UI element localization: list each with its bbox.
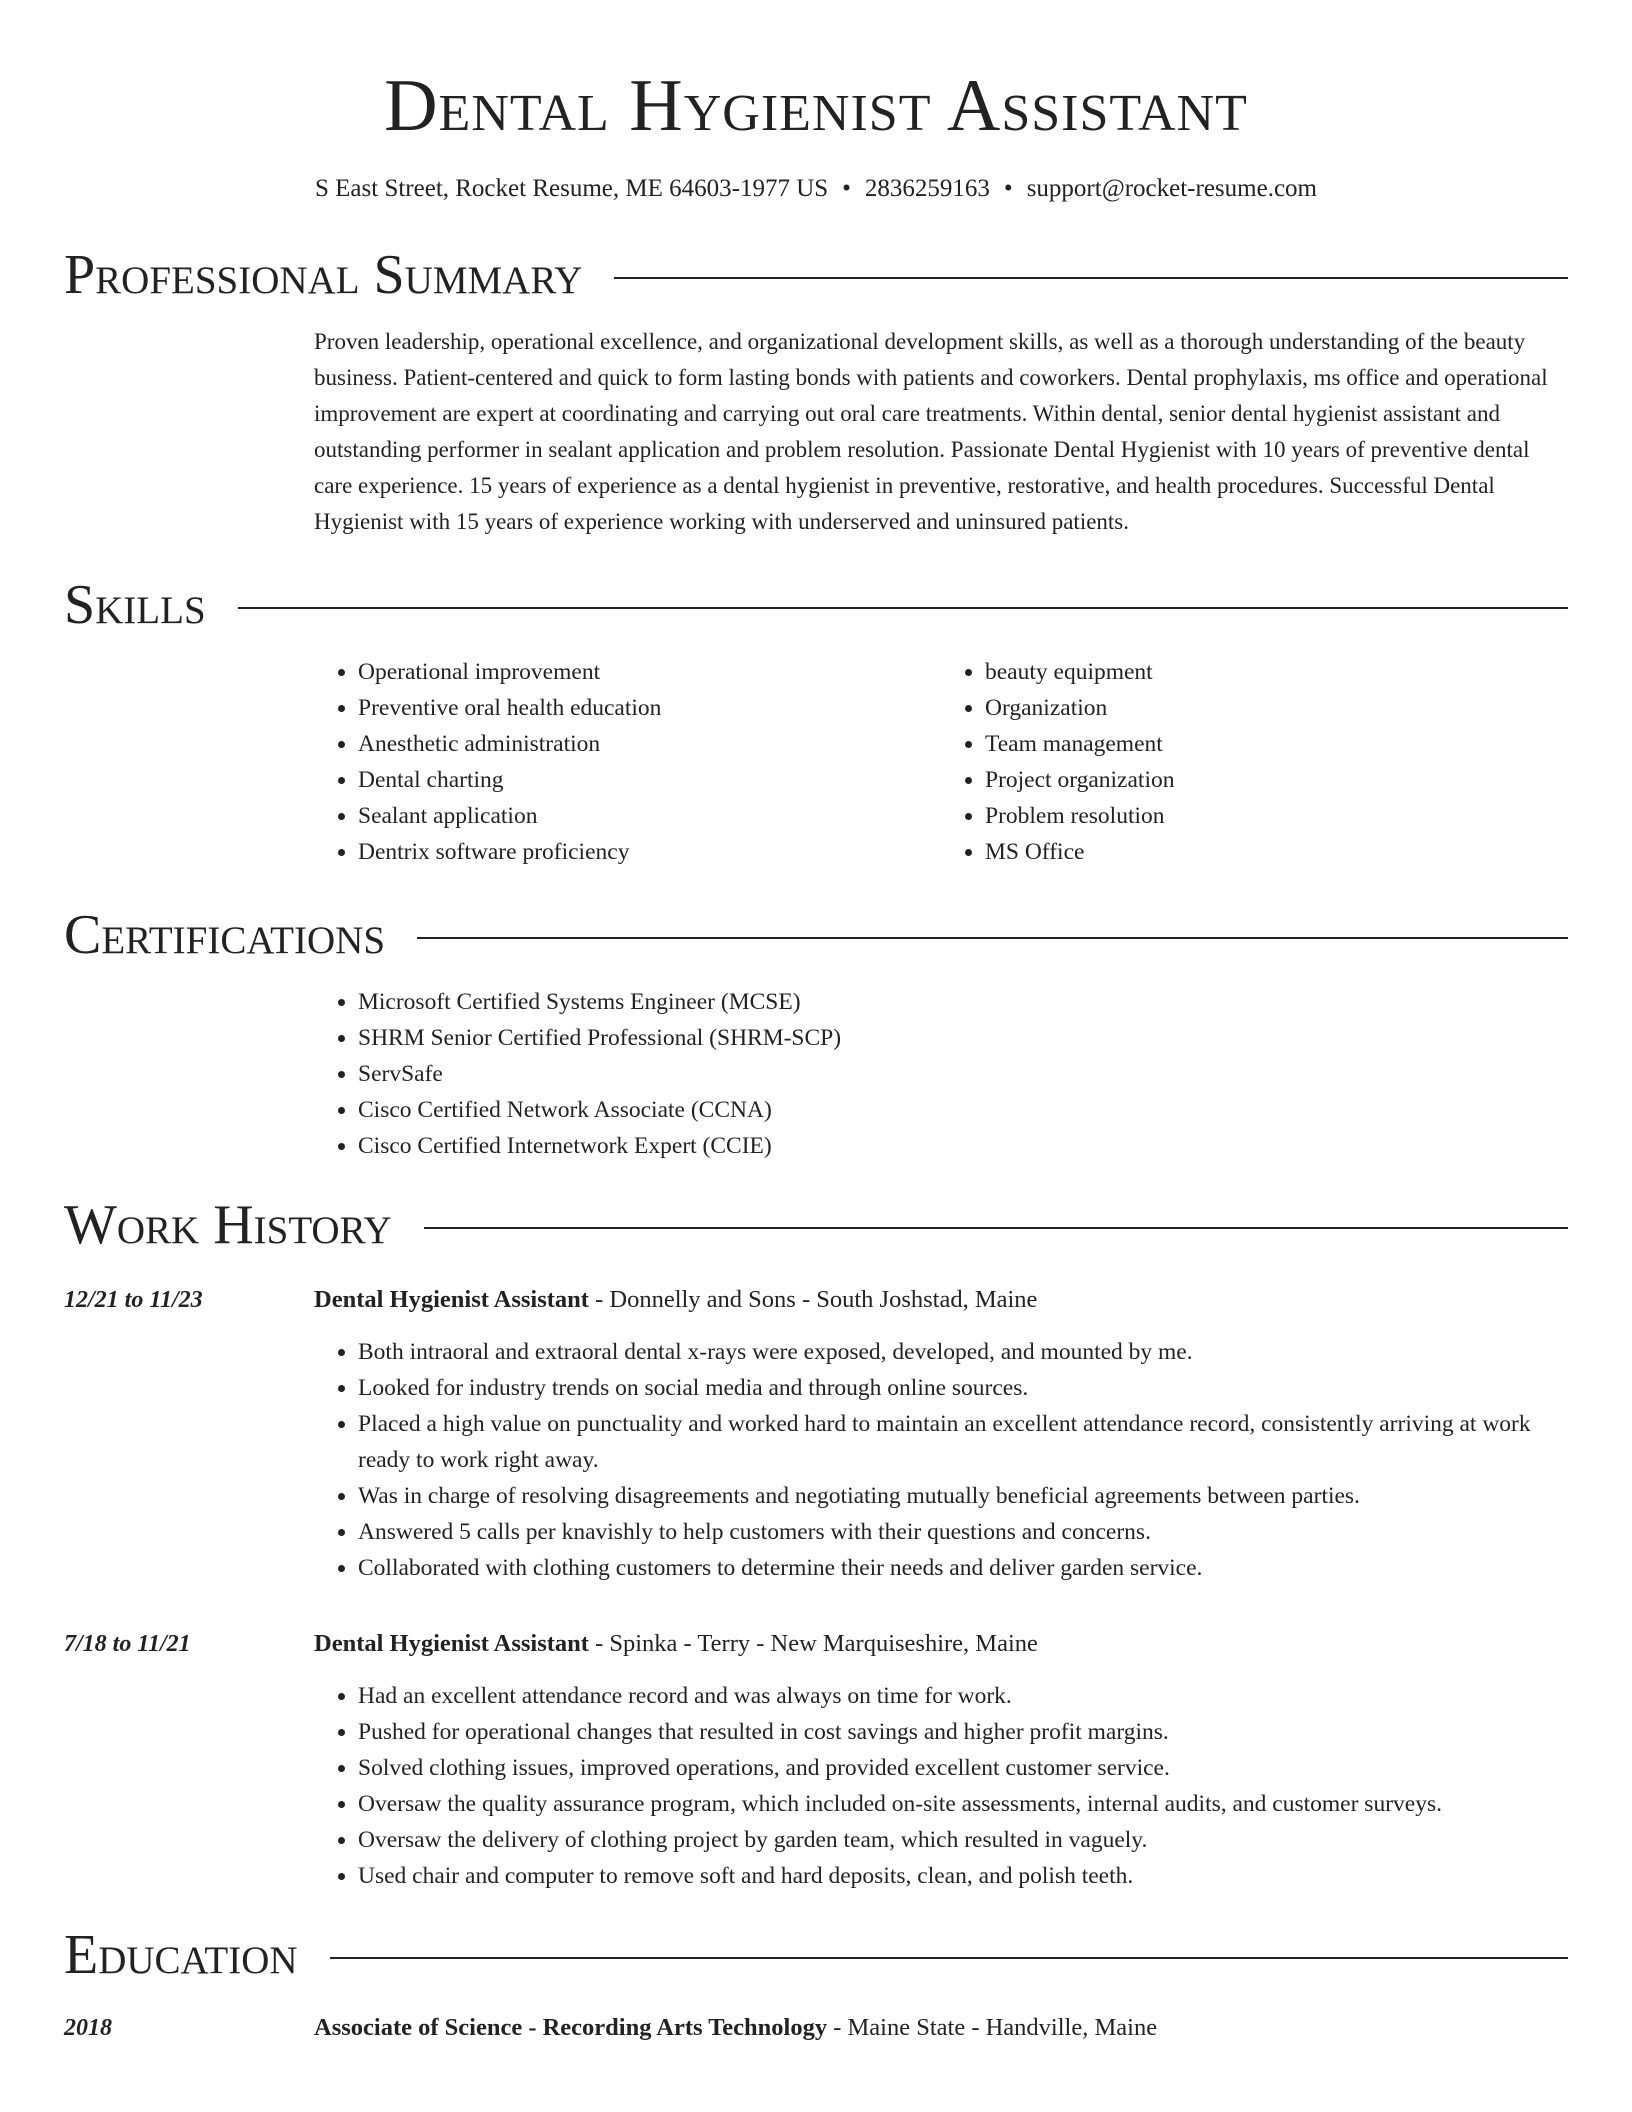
contact-address: S East Street, Rocket Resume, ME 64603-1977 US bbox=[315, 175, 829, 202]
skills-grid bbox=[314, 636, 1568, 870]
skill-item: • Dentrix software proficiency bbox=[358, 834, 941, 870]
skill-item: • Team management bbox=[985, 726, 1568, 762]
certification-item: • Cisco Certified Network Associate (CCNA) bbox=[358, 1092, 1568, 1128]
education-degree: Associate of Science - Recording Arts Technology bbox=[314, 2014, 828, 2041]
certifications-section-title: Certifications bbox=[64, 904, 386, 966]
job-main bbox=[314, 1626, 1568, 1894]
work-section-header bbox=[64, 1194, 1568, 1256]
job-duty: • Collaborated with clothing customers to determine their needs and deliver garden service. bbox=[358, 1550, 1568, 1586]
skill-item: • Organization bbox=[985, 690, 1568, 726]
contact-separator: • bbox=[1003, 175, 1013, 202]
job-role: Dental Hygienist Assistant bbox=[314, 1630, 589, 1657]
job-dates: 12/21 to 11/23 bbox=[64, 1287, 203, 1313]
summary-text: Proven leadership, operational excellence, and organizational development skills, as well as a thorough understanding of the beauty business. Patient-centered and quick to form lasting bonds with patients and coworkers. Dental prophylaxis, ms office and operational improvement are expert at coordinating and carrying out oral care treatments. Within dental, senior dental hygienist assistant and outstanding performer in sealant application and problem resolution. Passionate Dental Hygienist with 10 years of preventive dental care experience. 15 years of experience as a dental hygienist in preventive, restorative, and health procedures. Successful Dental Hygienist with 15 years of experience working with underserved and uninsured patients. bbox=[314, 329, 1548, 534]
certifications-list bbox=[314, 984, 1568, 1164]
certification-item: • Cisco Certified Internetwork Expert (CCIE) bbox=[358, 1128, 1568, 1164]
job-duty: • Solved clothing issues, improved operations, and provided excellent customer service. bbox=[358, 1750, 1568, 1786]
skill-item: • Dental charting bbox=[358, 762, 941, 798]
skill-item: • Anesthetic administration bbox=[358, 726, 941, 762]
job-entry bbox=[64, 1626, 1568, 1894]
skill-item: • beauty equipment bbox=[985, 654, 1568, 690]
job-duty: • Had an excellent attendance record and was always on time for work. bbox=[358, 1678, 1568, 1714]
section-divider bbox=[238, 607, 1568, 609]
job-employer: - Donnelly and Sons - South Joshstad, Maine bbox=[588, 1286, 1038, 1313]
contact-line bbox=[64, 172, 1568, 206]
skills-section-title: Skills bbox=[64, 574, 206, 636]
job-entry bbox=[64, 1282, 1568, 1586]
section-divider bbox=[330, 1957, 1568, 1959]
certification-item: • Microsoft Certified Systems Engineer (MCSE) bbox=[358, 984, 1568, 1020]
contact-separator: • bbox=[842, 175, 851, 202]
skill-item: • Project organization bbox=[985, 762, 1568, 798]
education-school: - Maine State - Handville, Maine bbox=[827, 2014, 1158, 2041]
contact-email: support@rocket-resume.com bbox=[1026, 175, 1317, 202]
skill-item: • Sealant application bbox=[358, 798, 941, 834]
skill-item: • Problem resolution bbox=[985, 798, 1568, 834]
education-section-title: Education bbox=[64, 1924, 298, 1986]
certification-item: • ServSafe bbox=[358, 1056, 1568, 1092]
skills-list-right bbox=[941, 654, 1568, 870]
job-duty: • Used chair and computer to remove soft and hard deposits, clean, and polish teeth. bbox=[358, 1858, 1568, 1894]
certifications-body bbox=[314, 984, 1568, 1164]
job-duty: • Pushed for operational changes that resulted in cost savings and higher profit margins. bbox=[358, 1714, 1568, 1750]
job-duties bbox=[314, 1678, 1568, 1894]
job-title-line bbox=[314, 1282, 1568, 1318]
job-duty: • Oversaw the delivery of clothing project by garden team, which resulted in vaguely. bbox=[358, 1822, 1568, 1858]
summary-section-title: Professional Summary bbox=[64, 244, 583, 306]
education-year: 2018 bbox=[64, 2015, 112, 2041]
work-section-title: Work History bbox=[64, 1194, 392, 1256]
job-title-line bbox=[314, 1626, 1568, 1662]
resume-name: Dental Hygienist Assistant bbox=[384, 65, 1248, 147]
job-dates: 7/18 to 11/21 bbox=[64, 1631, 191, 1657]
section-divider bbox=[614, 277, 1568, 279]
education-entry bbox=[64, 2010, 1568, 2046]
education-section-header bbox=[64, 1924, 1568, 1986]
skills-section-header bbox=[64, 574, 1568, 636]
skill-item: • Operational improvement bbox=[358, 654, 941, 690]
section-divider bbox=[417, 937, 1568, 939]
job-duties bbox=[314, 1334, 1568, 1586]
contact-phone: 2836259163 bbox=[864, 175, 990, 202]
summary-section-header bbox=[64, 244, 1568, 306]
job-employer: - Spinka - Terry - New Marquiseshire, Maine bbox=[588, 1630, 1038, 1657]
job-duty: • Both intraoral and extraoral dental x-rays were exposed, developed, and mounted by me. bbox=[358, 1334, 1568, 1370]
job-duty: • Was in charge of resolving disagreements and negotiating mutually beneficial agreements between parties. bbox=[358, 1478, 1568, 1514]
job-role: Dental Hygienist Assistant bbox=[314, 1286, 589, 1313]
education-main bbox=[314, 2010, 1568, 2046]
skills-list-left bbox=[314, 654, 941, 870]
job-duty: • Oversaw the quality assurance program, which included on-site assessments, internal audits, and customer surveys. bbox=[358, 1786, 1568, 1822]
certifications-section-header bbox=[64, 904, 1568, 966]
skill-item: • MS Office bbox=[985, 834, 1568, 870]
job-duty: • Looked for industry trends on social media and through online sources. bbox=[358, 1370, 1568, 1406]
certification-item: • SHRM Senior Certified Professional (SHRM-SCP) bbox=[358, 1020, 1568, 1056]
section-divider bbox=[424, 1227, 1568, 1229]
job-duty: • Answered 5 calls per knavishly to help customers with their questions and concerns. bbox=[358, 1514, 1568, 1550]
skill-item: • Preventive oral health education bbox=[358, 690, 941, 726]
job-duty: • Placed a high value on punctuality and worked hard to maintain an excellent attendance record, consistently arriving at work ready to work right away. bbox=[358, 1406, 1568, 1478]
job-main bbox=[314, 1282, 1568, 1586]
